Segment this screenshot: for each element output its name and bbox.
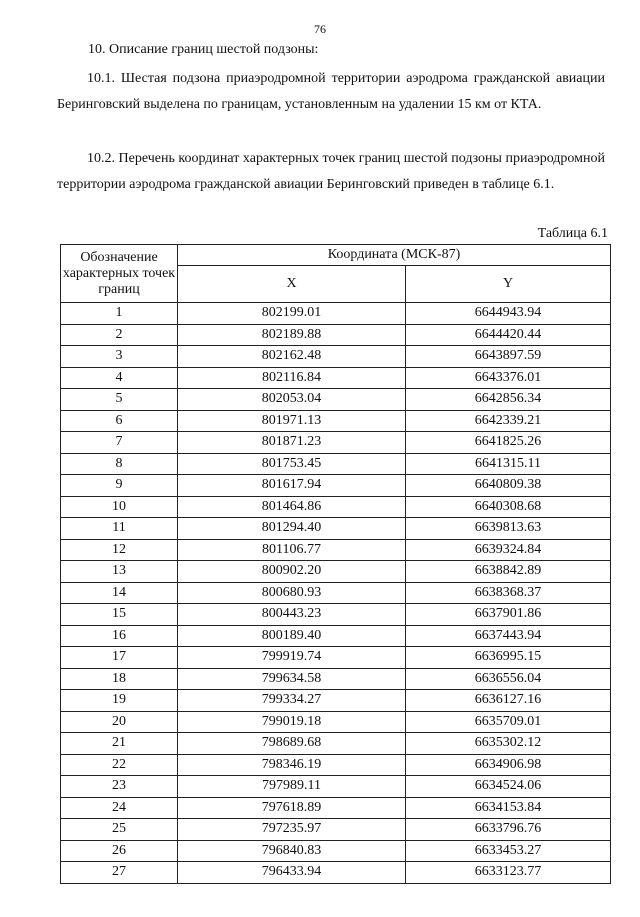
table-row: [61, 496, 611, 518]
table-row: [61, 539, 611, 561]
x-coordinate-cell: 801617.94: [178, 475, 406, 497]
point-number-cell: 8: [61, 453, 178, 475]
x-coordinate-cell: 796433.94: [178, 862, 406, 884]
x-coordinate-cell: 802053.04: [178, 389, 406, 411]
y-coordinate-cell: 6637443.94: [406, 625, 611, 647]
point-number-cell: 14: [61, 582, 178, 604]
point-number-cell: 27: [61, 862, 178, 884]
point-number-cell: 3: [61, 346, 178, 368]
x-coordinate-cell: 799634.58: [178, 668, 406, 690]
y-coordinate-cell: 6643376.01: [406, 367, 611, 389]
y-coordinate-cell: 6633453.27: [406, 840, 611, 862]
point-designation-header: Обозначение характерных точек границ: [61, 245, 178, 303]
point-number-cell: 18: [61, 668, 178, 690]
x-coordinate-cell: 797235.97: [178, 819, 406, 841]
y-coordinate-cell: 6634153.84: [406, 797, 611, 819]
y-coordinate-cell: 6639813.63: [406, 518, 611, 540]
x-coordinate-cell: 799334.27: [178, 690, 406, 712]
x-coordinate-cell: 798346.19: [178, 754, 406, 776]
y-coordinate-cell: 6640809.38: [406, 475, 611, 497]
table-row: [61, 582, 611, 604]
table-body: [61, 303, 611, 884]
table-row: [61, 733, 611, 755]
x-coordinate-cell: 802189.88: [178, 324, 406, 346]
x-coordinate-cell: 800680.93: [178, 582, 406, 604]
table-row: [61, 625, 611, 647]
y-coordinate-cell: 6635709.01: [406, 711, 611, 733]
table-row: [61, 561, 611, 583]
table-row: [61, 346, 611, 368]
table-row: [61, 754, 611, 776]
point-number-cell: 10: [61, 496, 178, 518]
section-heading: 10. Описание границ шестой подзоны:: [88, 42, 319, 57]
y-coordinate-cell: 6633796.76: [406, 819, 611, 841]
table-row: [61, 303, 611, 325]
paragraph-10-1: 10.1. Шестая подзона приаэродромной территории аэродрома гражданской авиации Беринговский выделена по границам, установленным на удалении 15 км от КТА.: [57, 71, 605, 112]
y-coordinate-cell: 6641825.26: [406, 432, 611, 454]
table-row: [61, 604, 611, 626]
point-number-cell: 7: [61, 432, 178, 454]
paragraph-10-2: 10.2. Перечень координат характерных точек границ шестой подзоны приаэродромной территории аэродрома гражданской авиации Беринговский приведен в таблице 6.1.: [57, 151, 605, 192]
y-coordinate-cell: 6638368.37: [406, 582, 611, 604]
y-column-header: Y: [406, 266, 611, 303]
x-coordinate-cell: 796840.83: [178, 840, 406, 862]
y-coordinate-cell: 6638842.89: [406, 561, 611, 583]
table-row: [61, 862, 611, 884]
y-coordinate-cell: 6636127.16: [406, 690, 611, 712]
y-coordinate-cell: 6644420.44: [406, 324, 611, 346]
point-number-cell: 6: [61, 410, 178, 432]
x-coordinate-cell: 801971.13: [178, 410, 406, 432]
table-row: [61, 819, 611, 841]
table-row: [61, 668, 611, 690]
point-number-cell: 19: [61, 690, 178, 712]
y-coordinate-cell: 6636995.15: [406, 647, 611, 669]
point-number-cell: 26: [61, 840, 178, 862]
x-coordinate-cell: 800443.23: [178, 604, 406, 626]
table-row: [61, 690, 611, 712]
x-coordinate-cell: 798689.68: [178, 733, 406, 755]
table-row: [61, 410, 611, 432]
y-coordinate-cell: 6642339.21: [406, 410, 611, 432]
x-coordinate-cell: 801294.40: [178, 518, 406, 540]
x-coordinate-cell: 802199.01: [178, 303, 406, 325]
point-number-cell: 1: [61, 303, 178, 325]
table-row: [61, 367, 611, 389]
table-row: [61, 475, 611, 497]
x-coordinate-cell: 799919.74: [178, 647, 406, 669]
x-coordinate-cell: 799019.18: [178, 711, 406, 733]
table-row: [61, 518, 611, 540]
point-number-cell: 21: [61, 733, 178, 755]
table-row: [61, 647, 611, 669]
y-coordinate-cell: 6633123.77: [406, 862, 611, 884]
point-number-cell: 24: [61, 797, 178, 819]
table-caption: Таблица 6.1: [537, 226, 608, 241]
point-number-cell: 15: [61, 604, 178, 626]
x-coordinate-cell: 801753.45: [178, 453, 406, 475]
point-number-cell: 2: [61, 324, 178, 346]
y-coordinate-cell: 6643897.59: [406, 346, 611, 368]
y-coordinate-cell: 6642856.34: [406, 389, 611, 411]
point-number-cell: 11: [61, 518, 178, 540]
x-coordinate-cell: 797989.11: [178, 776, 406, 798]
x-coordinate-cell: 801871.23: [178, 432, 406, 454]
y-coordinate-cell: 6644943.94: [406, 303, 611, 325]
coordinate-system-header: Координата (МСК-87): [178, 245, 611, 266]
table-row: [61, 324, 611, 346]
point-number-cell: 9: [61, 475, 178, 497]
x-coordinate-cell: 800189.40: [178, 625, 406, 647]
y-coordinate-cell: 6639324.84: [406, 539, 611, 561]
table-row: [61, 776, 611, 798]
point-number-cell: 12: [61, 539, 178, 561]
x-coordinate-cell: 802116.84: [178, 367, 406, 389]
y-coordinate-cell: 6640308.68: [406, 496, 611, 518]
point-number-cell: 13: [61, 561, 178, 583]
y-coordinate-cell: 6637901.86: [406, 604, 611, 626]
x-coordinate-cell: 797618.89: [178, 797, 406, 819]
table-row: [61, 840, 611, 862]
point-number-cell: 22: [61, 754, 178, 776]
x-coordinate-cell: 801106.77: [178, 539, 406, 561]
point-number-cell: 16: [61, 625, 178, 647]
y-coordinate-cell: 6641315.11: [406, 453, 611, 475]
y-coordinate-cell: 6634524.06: [406, 776, 611, 798]
x-column-header: X: [178, 266, 406, 303]
point-number-cell: 4: [61, 367, 178, 389]
y-coordinate-cell: 6634906.98: [406, 754, 611, 776]
table-row: [61, 797, 611, 819]
coordinates-table: [60, 244, 611, 884]
table-row: [61, 432, 611, 454]
x-coordinate-cell: 801464.86: [178, 496, 406, 518]
y-coordinate-cell: 6636556.04: [406, 668, 611, 690]
y-coordinate-cell: 6635302.12: [406, 733, 611, 755]
point-number-cell: 23: [61, 776, 178, 798]
table-row: [61, 389, 611, 411]
x-coordinate-cell: 802162.48: [178, 346, 406, 368]
table-row: [61, 711, 611, 733]
point-number-cell: 20: [61, 711, 178, 733]
point-number-cell: 5: [61, 389, 178, 411]
page-number: 76: [314, 22, 326, 36]
point-number-cell: 17: [61, 647, 178, 669]
x-coordinate-cell: 800902.20: [178, 561, 406, 583]
table-row: [61, 453, 611, 475]
point-number-cell: 25: [61, 819, 178, 841]
